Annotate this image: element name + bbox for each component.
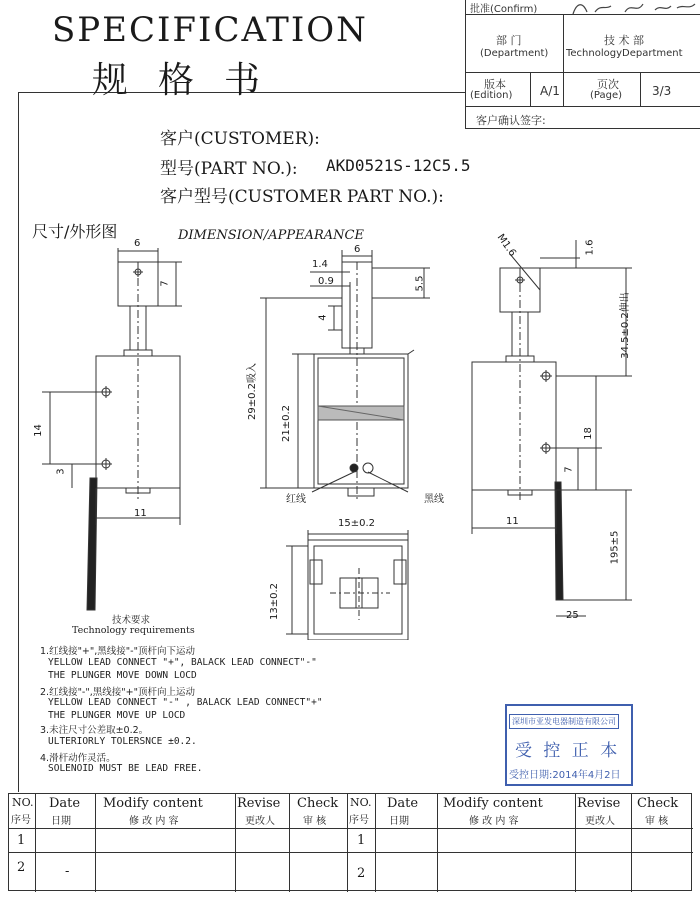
black-lead-label: 黑线	[424, 494, 444, 505]
edition-en: (Edition)	[470, 90, 513, 101]
dim-25: 25	[566, 610, 579, 621]
department-cn: 部 门	[496, 34, 522, 47]
title-english: SPECIFICATION	[52, 10, 368, 50]
col-modify-en-left: Modify content	[103, 796, 203, 811]
dim-7-left: 7	[159, 280, 171, 287]
dim-0-9: 0.9	[318, 276, 334, 287]
dim-29: 29±0.2吸入	[247, 362, 259, 421]
col-check-en-left: Check	[297, 796, 339, 811]
col-revise-cn-right: 更改人	[585, 816, 615, 827]
col-date-cn-right: 日期	[389, 816, 409, 827]
req-1-en-1: YELLOW LEAD CONNECT "+", BALACK LEAD CONNECT"-"	[48, 657, 317, 668]
dim-18: 18	[582, 427, 594, 440]
req-1-en-2: THE PLUNGER MOVE DOWN LOCD	[48, 670, 197, 681]
department-en: (Department)	[480, 48, 549, 59]
dim-34-5: 34.5±0.2伸出	[619, 292, 631, 359]
edition-value: A/1	[540, 84, 560, 98]
req-1-cn: 1.红线接"+",黑线接"-"顶杆向下运动	[40, 646, 195, 657]
row-1-no-left: 1	[17, 833, 26, 848]
department-value-cn: 技 术 部	[604, 34, 644, 47]
col-modify-cn-left: 修 改 内 容	[129, 816, 179, 827]
dim-13: 13±0.2	[269, 582, 281, 621]
customer-part-label: 客户型号(CUSTOMER PART NO.):	[160, 187, 444, 207]
req-2-en-2: THE PLUNGER MOVE UP LOCD	[48, 710, 186, 721]
col-date-en-left: Date	[49, 796, 81, 811]
dim-3: 3	[55, 468, 67, 475]
customer-label: 客户(CUSTOMER):	[160, 129, 320, 149]
dim-11-left: 11	[134, 508, 147, 519]
col-date-cn-left: 日期	[51, 816, 71, 827]
dim-195: 195±5	[609, 530, 621, 565]
req-title-en: Technology requirements	[72, 625, 195, 636]
col-revise-en-left: Revise	[237, 796, 281, 811]
controlled-copy-stamp	[505, 704, 633, 786]
col-revise-cn-left: 更改人	[245, 816, 275, 827]
confirm-label: 批准(Confirm)	[470, 4, 538, 15]
dim-5-5: 5.5	[414, 275, 426, 292]
req-3-en: ULTERIORLY TOLERSNCE ±0.2.	[48, 736, 197, 747]
page-cn: 页次	[597, 78, 619, 91]
stamp-company: 深圳市亚发电器制造有限公司	[509, 714, 619, 729]
col-no-en-left: NO.	[12, 796, 34, 809]
col-modify-en-right: Modify content	[443, 796, 543, 811]
dim-4: 4	[317, 314, 329, 321]
red-lead-label: 红线	[286, 494, 306, 505]
col-check-en-right: Check	[637, 796, 679, 811]
right-view	[472, 240, 632, 616]
middle-view	[260, 250, 430, 500]
req-title-cn: 技术要求	[112, 615, 151, 626]
req-3-cn: 3.未注尺寸公差取±0.2。	[40, 725, 149, 736]
req-2-en-1: YELLOW LEAD CONNECT "-" , BALACK LEAD CONNECT"+"	[48, 697, 323, 708]
stamp-main: 受 控 正 本	[515, 741, 621, 761]
col-check-cn-right: 审 核	[645, 816, 669, 827]
edition-cn: 版本	[484, 78, 506, 91]
revision-table	[8, 793, 692, 891]
col-modify-cn-right: 修 改 内 容	[469, 816, 519, 827]
req-4-cn: 4.滑杆动作灵活。	[40, 753, 116, 764]
row-2-no-left: 2	[17, 860, 26, 875]
customer-sign-label: 客户确认签字:	[476, 114, 546, 127]
dim-11-right: 11	[506, 516, 519, 527]
row-1-no-right: 1	[357, 833, 366, 848]
page-value: 3/3	[652, 84, 672, 98]
dim-m1-6: M1.6	[494, 232, 518, 259]
dim-6-left: 6	[134, 238, 141, 249]
page-en: (Page)	[590, 90, 623, 101]
part-no-label: 型号(PART NO.):	[160, 159, 298, 179]
req-2-cn: 2.红线接"-",黑线接"+"顶杆向上运动	[40, 687, 195, 698]
section-title-cn: 尺寸/外形图	[32, 222, 118, 241]
dim-14: 14	[32, 424, 44, 437]
row-2-no-right: 2	[357, 866, 366, 881]
col-check-cn-left: 审 核	[303, 816, 327, 827]
col-revise-en-right: Revise	[577, 796, 621, 811]
section-title-en: DIMENSION/APPEARANCE	[178, 228, 364, 243]
title-chinese: 规格书	[92, 60, 291, 101]
stamp-date: 受控日期:2014年4月2日	[509, 770, 621, 781]
dim-21: 21±0.2	[281, 404, 293, 443]
part-no-value: AKD0521S-12C5.5	[326, 156, 471, 175]
col-date-en-right: Date	[387, 796, 419, 811]
department-value-en: TechnologyDepartment	[566, 48, 683, 59]
col-no-en-right: NO.	[350, 796, 372, 809]
col-no-cn-right: 序号	[349, 815, 369, 826]
req-4-en: SOLENOID MUST BE LEAD FREE.	[48, 763, 203, 774]
left-view	[42, 248, 182, 610]
dim-15: 15±0.2	[338, 518, 376, 529]
bottom-view	[286, 530, 408, 640]
row-2-date-left: -	[65, 864, 70, 879]
dim-7-right: 7	[563, 466, 575, 473]
dim-1-6: 1.6	[584, 239, 596, 256]
col-no-cn-left: 序号	[11, 815, 31, 826]
dim-6-middle: 6	[354, 244, 361, 255]
dim-1-4: 1.4	[312, 259, 328, 270]
